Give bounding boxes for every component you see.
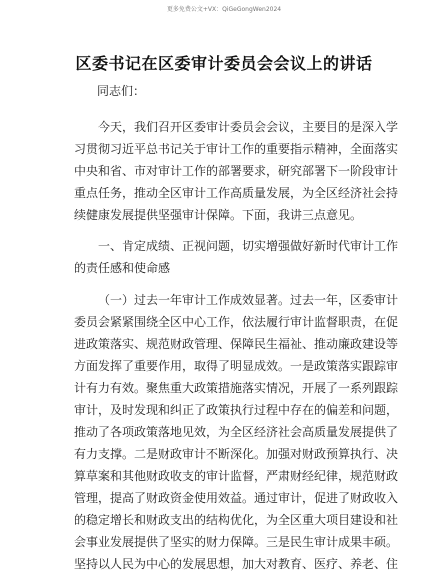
section-heading-line: 一、肯定成绩、正视问题，切实增强做好新时代审计工作 — [98, 239, 399, 253]
body-line: 方面发挥了重要作用，取得了明显成效。一是政策落实跟踪审 — [74, 359, 399, 373]
body-line: 会事业发展提供了坚实的财力保障。三是民生审计成果丰硕。 — [74, 535, 399, 549]
body-line: （一）过去一年审计工作成效显著。过去一年，区委审计 — [98, 293, 399, 307]
body-line: 有力支撑。二是财政审计不断深化。加强对财政预算执行、决 — [74, 447, 399, 461]
body-line: 习贯彻习近平总书记关于审计工作的重要指示精神，全面落实 — [74, 142, 399, 156]
body-line: 推动了各项政策落地见效，为全区经济社会高质量发展提供了 — [74, 425, 399, 439]
body-line: 续健康发展提供坚强审计保障。下面，我讲三点意见。 — [74, 208, 363, 222]
body-line: 今天，我们召开区委审计委员会会议，主要目的是深入学 — [98, 120, 399, 134]
body-line: 算草案和其他财政收支的审计监督，严肃财经纪律，规范财政 — [74, 469, 399, 483]
body-line: 坚持以人民为中心的发展思想，加大对教育、医疗、养老、住 — [74, 557, 399, 571]
body-line: 重点任务，推动全区审计工作高质量发展，为全区经济社会持 — [74, 186, 399, 200]
body-line: 委员会紧紧围绕全区中心工作，依法履行审计监督职责，在促 — [74, 315, 399, 329]
body-line: 管理，提高了财政资金使用效益。通过审计，促进了财政收入 — [74, 491, 399, 505]
salutation: 同志们： — [97, 84, 146, 98]
body-line: 中央和省、市对审计工作的部署要求，研究部署下一阶段审计 — [74, 164, 399, 178]
section-heading-line: 的责任感和使命感 — [74, 261, 171, 275]
body-line: 进政策落实、规范财政管理、保障民生福祉、推动廉政建设等 — [74, 337, 399, 351]
body-line: 审计，及时发现和纠正了政策执行过程中存在的偏差和问题， — [74, 403, 399, 417]
document-title: 区委书记在区委审计委员会会议上的讲话 — [75, 54, 373, 73]
header-watermark: 更多免费公文+VX：QiGeGongWen2024 — [166, 6, 282, 13]
body-line: 计有力有效。聚焦重大政策措施落实情况，开展了一系列跟踪 — [74, 381, 399, 395]
body-line: 的稳定增长和财政支出的结构优化，为全区重大项目建设和社 — [74, 513, 399, 527]
